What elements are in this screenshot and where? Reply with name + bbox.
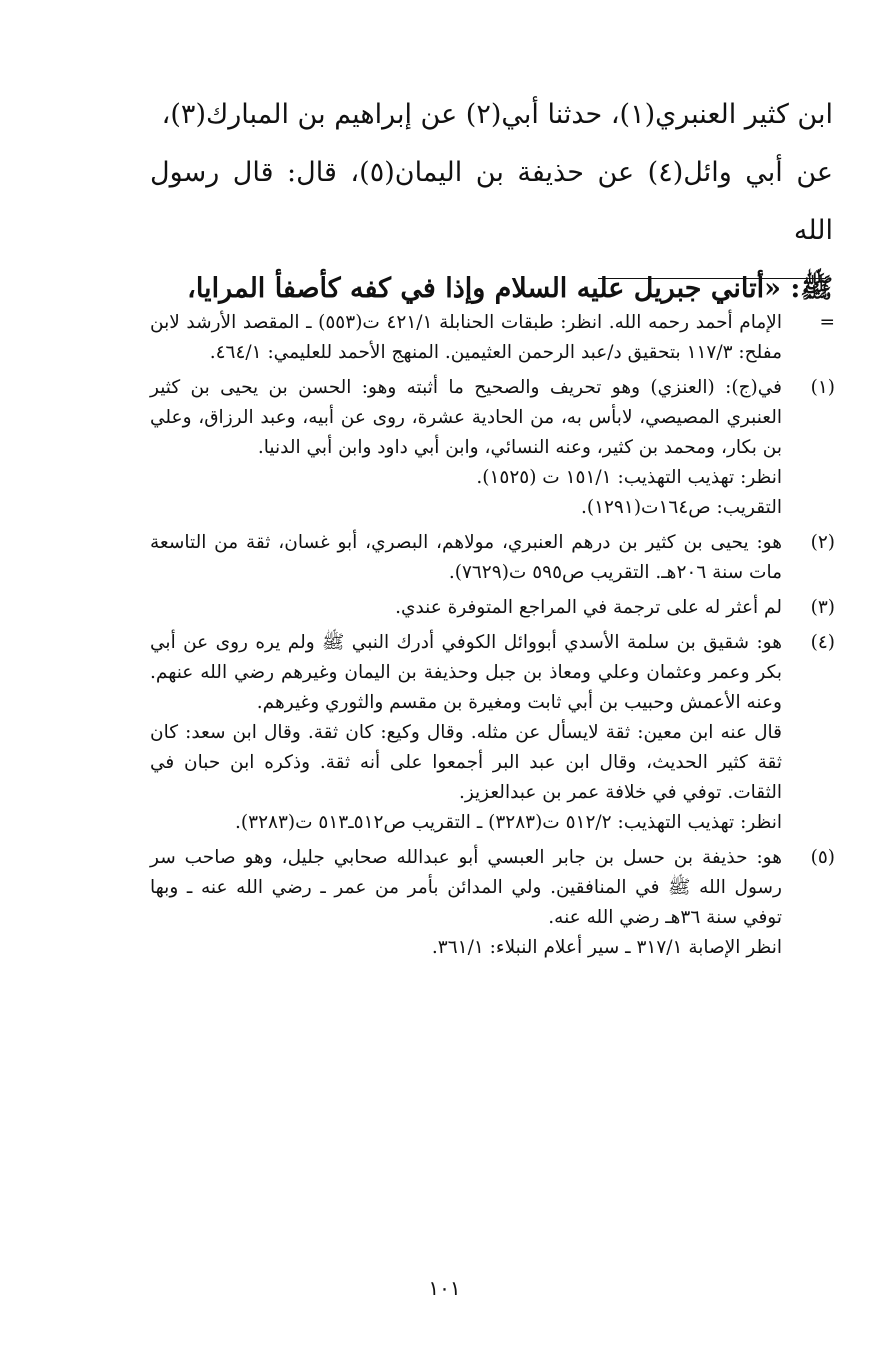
footnote-reference: التقريب: ص١٦٤ت(١٢٩١). <box>580 497 782 518</box>
footnote-text: قال عنه ابن معين: ثقة لايسأل عن مثله. وقال وكيع: كان ثقة. وقال ابن سعد: كان ثقة كثير الحديث، وقال ابن عبد البر أجمعوا على أنه ثقة. وذكره ابن حبان في الثقات. توفي في خلافة عمر بن عبدالعزيز. <box>150 722 782 803</box>
footnote-1 <box>150 373 835 523</box>
page-number: ١٠١ <box>428 1276 461 1300</box>
footnote-4 <box>150 628 835 838</box>
footnote-text: هو: حذيفة بن حسل بن جابر العبسي أبو عبدالله صحابي جليل، وهو صاحب سر رسول الله ﷺ في المنافقين. ولي المدائن بأمر من عمر ـ رضي الله عنه ـ وبها توفي سنة ٣٦هـ رضي الله عنه. <box>150 847 782 928</box>
footnote-text: لم أعثر له على ترجمة في المراجع المتوفرة عندي. <box>395 597 782 618</box>
main-text-line-3: ﷺ: «أتاني جبريل عليه السلام وإذا في كفه كأصفأ المرايا، <box>187 273 833 304</box>
footnote-marker: (٣) <box>810 597 835 618</box>
footnote-marker: = <box>819 312 835 333</box>
main-text-line-1: ابن كثير العنبري(١)، حدثنا أبي(٢) عن إبراهيم بن المبارك(٣)، <box>161 99 833 130</box>
footnote-marker: (٥) <box>810 847 835 868</box>
footnote-5 <box>150 843 835 963</box>
footnote-text: الإمام أحمد رحمه الله. انظر: طبقات الحنابلة ٤٢١/١ ت(٥٥٣) ـ المقصد الأرشد لابن مفلح: ١١٧/٣ بتحقيق د/عبد الرحمن العثيمين. المنهج الأحمد للعليمي: ٤٦٤/١. <box>150 312 782 363</box>
footnote-3 <box>150 593 835 623</box>
main-text-line-2: عن أبي وائل(٤) عن حذيفة بن اليمان(٥)، قال: قال رسول الله <box>150 157 834 246</box>
main-text <box>150 86 833 318</box>
footnote-separator <box>598 278 826 279</box>
footnotes <box>150 308 835 968</box>
footnote-reference: انظر: تهذيب التهذيب: ١٥١/١ ت (١٥٢٥). <box>476 467 782 488</box>
footnote-marker: (١) <box>810 377 835 398</box>
footnote-text: في(ج): (العنزي) وهو تحريف والصحيح ما أثبته وهو: الحسن بن يحيى بن كثير العنبري المصيصي، لابأس به، من الحادية عشرة، روى عن أبيه، وعبد الرزاق، وعلي بن بكار، ومحمد بن كثير، وعنه النسائي، وابن أبي داود وابن أبي الدنيا. <box>150 377 782 458</box>
footnote-marker: (٢) <box>810 532 835 553</box>
footnote-text: هو: يحيى بن كثير بن درهم العنبري، مولاهم، البصري، أبو غسان، ثقة من التاسعة مات سنة ٢٠٦هـ. التقريب ص٥٩٥ ت(٧٦٢٩). <box>150 532 782 583</box>
footnote-reference: انظر: تهذيب التهذيب: ٥١٢/٢ ت(٣٢٨٣) ـ التقريب ص٥١٢ـ٥١٣ ت(٣٢٨٣). <box>235 812 782 833</box>
footnote-reference: انظر الإصابة ٣١٧/١ ـ سير أعلام النبلاء: ٣٦١/١. <box>431 937 782 958</box>
footnote-text: هو: شقيق بن سلمة الأسدي أبووائل الكوفي أدرك النبي ﷺ ولم يره روى عن أبي بكر وعمر وعثمان وعلي ومعاذ بن جبل وحذيفة بن اليمان وغيرهم رضي الله عنهم. وعنه الأعمش وحبيب بن أبي ثابت ومغيرة بن مقسم والثوري وغيرهم. <box>150 632 782 713</box>
footnote-continued <box>150 308 835 368</box>
footnote-2 <box>150 528 835 588</box>
footnote-marker: (٤) <box>810 632 835 653</box>
